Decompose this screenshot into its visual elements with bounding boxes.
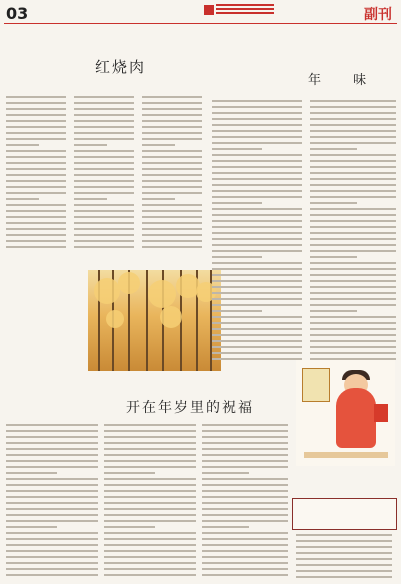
text-line	[6, 436, 98, 438]
text-line	[6, 186, 66, 188]
text-line	[212, 232, 302, 234]
text-line	[212, 346, 302, 348]
text-line	[74, 240, 134, 242]
text-line	[202, 532, 288, 534]
text-line	[212, 304, 302, 306]
text-line	[212, 244, 302, 246]
text-line	[142, 168, 202, 170]
text-line	[6, 496, 98, 498]
text-line	[202, 430, 288, 432]
text-line	[212, 190, 302, 192]
text-line	[6, 150, 66, 152]
text-line	[202, 436, 288, 438]
text-line	[142, 246, 202, 248]
text-line	[142, 174, 202, 176]
section-title: 副刊	[364, 7, 392, 23]
article-title-hongshaorou: 红烧肉	[95, 58, 147, 76]
text-line	[212, 334, 302, 336]
text-line	[310, 172, 396, 174]
text-line	[74, 222, 134, 224]
text-line	[310, 274, 396, 276]
text-line	[212, 106, 302, 108]
text-line	[6, 144, 39, 146]
text-line	[74, 114, 134, 116]
text-line	[104, 424, 196, 426]
text-line	[310, 178, 396, 180]
text-line	[142, 114, 202, 116]
text-line	[310, 340, 396, 342]
text-line	[310, 304, 396, 306]
text-line	[202, 496, 288, 498]
text-line	[104, 496, 196, 498]
text-line	[74, 138, 134, 140]
text-line	[142, 210, 202, 212]
text-line	[74, 234, 134, 236]
text-line	[6, 484, 98, 486]
tree-canopy	[148, 280, 176, 308]
text-line	[74, 192, 134, 194]
text-line	[296, 558, 392, 560]
text-line	[142, 144, 175, 146]
text-line	[202, 574, 288, 576]
tree-canopy	[160, 306, 182, 328]
text-line	[212, 118, 302, 120]
text-line	[74, 162, 134, 164]
tree-canopy	[106, 310, 124, 328]
text-line	[212, 202, 262, 204]
text-line	[310, 328, 396, 330]
text-line	[6, 210, 66, 212]
text-line	[6, 538, 98, 540]
text-line	[310, 238, 396, 240]
text-line	[310, 298, 396, 300]
text-line	[6, 454, 98, 456]
text-line	[212, 268, 302, 270]
text-line	[74, 144, 107, 146]
text-line	[212, 166, 302, 168]
text-line	[202, 514, 288, 516]
text-line	[6, 240, 66, 242]
article-body-hongshaorou-col3	[142, 96, 202, 252]
text-line	[6, 120, 66, 122]
cartoon-figure	[336, 388, 376, 448]
text-line	[74, 216, 134, 218]
masthead-rule	[4, 23, 397, 24]
text-line	[74, 210, 134, 212]
text-line	[6, 508, 98, 510]
text-line	[296, 576, 392, 578]
text-line	[212, 352, 302, 354]
text-line	[310, 262, 396, 264]
text-line	[142, 132, 202, 134]
text-line	[142, 162, 202, 164]
text-line	[212, 310, 262, 312]
text-line	[142, 156, 202, 158]
text-line	[212, 160, 302, 162]
text-line	[104, 454, 196, 456]
text-line	[6, 216, 66, 218]
text-line	[142, 240, 202, 242]
text-line	[212, 220, 302, 222]
text-line	[104, 508, 196, 510]
text-line	[296, 534, 392, 536]
text-line	[212, 184, 302, 186]
text-line	[6, 234, 66, 236]
text-line	[310, 142, 396, 144]
text-line	[6, 556, 98, 558]
text-line	[212, 208, 302, 210]
text-line	[202, 562, 288, 564]
text-line	[6, 502, 98, 504]
red-envelope-icon	[374, 404, 388, 422]
text-line	[74, 174, 134, 176]
text-line	[310, 154, 396, 156]
page-number: 03	[6, 4, 29, 23]
text-line	[142, 234, 202, 236]
text-line	[104, 430, 196, 432]
text-line	[104, 466, 196, 468]
text-line	[310, 268, 396, 270]
text-line	[104, 478, 196, 480]
notice-box	[292, 498, 397, 530]
text-line	[6, 562, 98, 564]
text-line	[212, 250, 302, 252]
text-line	[142, 204, 202, 206]
text-line	[142, 150, 202, 152]
text-line	[310, 112, 396, 114]
text-line	[104, 502, 196, 504]
text-line	[296, 552, 392, 554]
text-line	[6, 96, 66, 98]
text-line	[212, 154, 302, 156]
text-line	[142, 222, 202, 224]
text-line	[6, 466, 98, 468]
text-line	[6, 126, 66, 128]
text-line	[212, 214, 302, 216]
couplet-sign-icon	[302, 368, 330, 402]
text-line	[310, 214, 396, 216]
text-line	[310, 148, 357, 150]
text-line	[202, 472, 249, 474]
text-line	[310, 136, 396, 138]
text-line	[74, 132, 134, 134]
text-line	[6, 478, 98, 480]
text-line	[310, 316, 396, 318]
text-line	[310, 190, 396, 192]
text-line	[202, 442, 288, 444]
text-line	[74, 246, 134, 248]
text-line	[104, 484, 196, 486]
text-line	[6, 228, 66, 230]
text-line	[6, 156, 66, 158]
text-line	[104, 556, 196, 558]
newspaper-logo-icon	[204, 5, 214, 15]
text-line	[6, 204, 66, 206]
text-line	[212, 358, 302, 360]
text-line	[142, 186, 202, 188]
text-line	[202, 508, 288, 510]
text-line	[310, 124, 396, 126]
text-line	[212, 292, 302, 294]
text-line	[142, 126, 202, 128]
article-body-hongshaorou	[6, 96, 66, 252]
text-line	[104, 520, 196, 522]
text-line	[142, 192, 202, 194]
text-line	[74, 108, 134, 110]
article-body-hongshaorou-col2	[74, 96, 134, 252]
newspaper-logo	[216, 4, 274, 16]
text-line	[310, 166, 396, 168]
text-line	[6, 108, 66, 110]
autumn-forest-illustration	[88, 270, 221, 371]
text-line	[104, 526, 155, 528]
text-line	[212, 238, 302, 240]
text-line	[74, 228, 134, 230]
text-line	[6, 132, 66, 134]
text-line	[74, 126, 134, 128]
text-line	[74, 120, 134, 122]
text-line	[212, 328, 302, 330]
notice-body	[296, 534, 392, 582]
text-line	[74, 168, 134, 170]
text-line	[74, 198, 107, 200]
text-line	[202, 520, 288, 522]
text-line	[296, 546, 392, 548]
text-line	[212, 286, 302, 288]
text-line	[6, 526, 57, 528]
text-line	[142, 216, 202, 218]
text-line	[212, 226, 302, 228]
text-line	[212, 340, 302, 342]
text-line	[74, 96, 134, 98]
text-line	[104, 448, 196, 450]
text-line	[6, 532, 98, 534]
text-line	[202, 484, 288, 486]
text-line	[212, 262, 302, 264]
text-line	[104, 490, 196, 492]
text-line	[6, 222, 66, 224]
text-line	[310, 346, 396, 348]
text-line	[202, 526, 249, 528]
text-line	[212, 148, 262, 150]
text-line	[310, 100, 396, 102]
text-line	[296, 564, 392, 566]
text-line	[74, 150, 134, 152]
text-line	[212, 172, 302, 174]
text-line	[6, 550, 98, 552]
article-body-kai-zai-col2	[104, 424, 196, 580]
text-line	[310, 118, 396, 120]
text-line	[202, 502, 288, 504]
text-line	[212, 112, 302, 114]
text-line	[212, 274, 302, 276]
text-line	[142, 180, 202, 182]
text-line	[6, 520, 98, 522]
text-line	[310, 106, 396, 108]
text-line	[74, 102, 134, 104]
text-line	[310, 202, 357, 204]
text-line	[104, 472, 155, 474]
text-line	[6, 198, 39, 200]
article-title-kai-zai: 开在年岁里的祝福	[126, 400, 254, 416]
text-line	[212, 178, 302, 180]
text-line	[104, 436, 196, 438]
text-line	[6, 114, 66, 116]
text-line	[310, 334, 396, 336]
text-line	[202, 568, 288, 570]
text-line	[310, 244, 396, 246]
text-line	[6, 514, 98, 516]
text-line	[310, 292, 396, 294]
text-line	[6, 246, 66, 248]
text-line	[6, 180, 66, 182]
text-line	[310, 184, 396, 186]
text-line	[104, 574, 196, 576]
text-line	[74, 156, 134, 158]
text-line	[202, 550, 288, 552]
text-line	[310, 250, 396, 252]
text-line	[142, 198, 175, 200]
text-line	[6, 192, 66, 194]
text-line	[212, 256, 262, 258]
text-line	[310, 310, 357, 312]
text-line	[202, 466, 288, 468]
text-line	[310, 352, 396, 354]
text-line	[104, 568, 196, 570]
text-line	[6, 490, 98, 492]
tree-trunk	[146, 270, 148, 371]
text-line	[212, 136, 302, 138]
text-line	[310, 280, 396, 282]
text-line	[212, 142, 302, 144]
text-line	[202, 490, 288, 492]
text-line	[104, 460, 196, 462]
text-line	[74, 186, 134, 188]
text-line	[104, 532, 196, 534]
text-line	[6, 460, 98, 462]
text-line	[212, 298, 302, 300]
text-line	[310, 220, 396, 222]
text-line	[296, 540, 392, 542]
text-line	[212, 196, 302, 198]
text-line	[142, 102, 202, 104]
article-body-kai-zai	[6, 424, 98, 580]
text-line	[310, 256, 357, 258]
text-line	[212, 280, 302, 282]
text-line	[310, 286, 396, 288]
text-line	[310, 196, 396, 198]
text-line	[142, 138, 202, 140]
new-year-cartoon	[296, 360, 395, 466]
text-line	[212, 322, 302, 324]
text-line	[6, 162, 66, 164]
text-line	[104, 550, 196, 552]
text-line	[104, 562, 196, 564]
article-body-kai-zai-col3	[202, 424, 288, 580]
text-line	[310, 208, 396, 210]
text-line	[6, 544, 98, 546]
article-body-nianwei	[212, 100, 302, 364]
article-body-nianwei-col2	[310, 100, 396, 364]
text-line	[142, 96, 202, 98]
text-line	[104, 538, 196, 540]
text-line	[6, 472, 57, 474]
text-line	[104, 442, 196, 444]
text-line	[6, 102, 66, 104]
text-line	[296, 570, 392, 572]
text-line	[202, 454, 288, 456]
text-line	[202, 538, 288, 540]
text-line	[6, 448, 98, 450]
text-line	[104, 514, 196, 516]
text-line	[310, 226, 396, 228]
text-line	[212, 316, 302, 318]
text-line	[202, 448, 288, 450]
text-line	[202, 478, 288, 480]
text-line	[6, 174, 66, 176]
tree-canopy	[118, 272, 140, 294]
text-line	[142, 108, 202, 110]
text-line	[212, 130, 302, 132]
text-line	[6, 442, 98, 444]
text-line	[6, 424, 98, 426]
tree-canopy	[94, 278, 120, 304]
article-title-nianwei: 年 味	[308, 73, 381, 88]
text-line	[212, 124, 302, 126]
text-line	[310, 130, 396, 132]
text-line	[6, 568, 98, 570]
text-line	[6, 430, 98, 432]
text-line	[6, 138, 66, 140]
text-line	[310, 232, 396, 234]
text-line	[202, 424, 288, 426]
text-line	[310, 160, 396, 162]
text-line	[142, 228, 202, 230]
text-line	[202, 544, 288, 546]
text-line	[310, 322, 396, 324]
text-line	[6, 168, 66, 170]
text-line	[142, 120, 202, 122]
text-line	[202, 460, 288, 462]
text-line	[6, 574, 98, 576]
text-line	[202, 556, 288, 558]
text-line	[104, 544, 196, 546]
text-line	[74, 204, 134, 206]
text-line	[74, 180, 134, 182]
text-line	[212, 100, 302, 102]
